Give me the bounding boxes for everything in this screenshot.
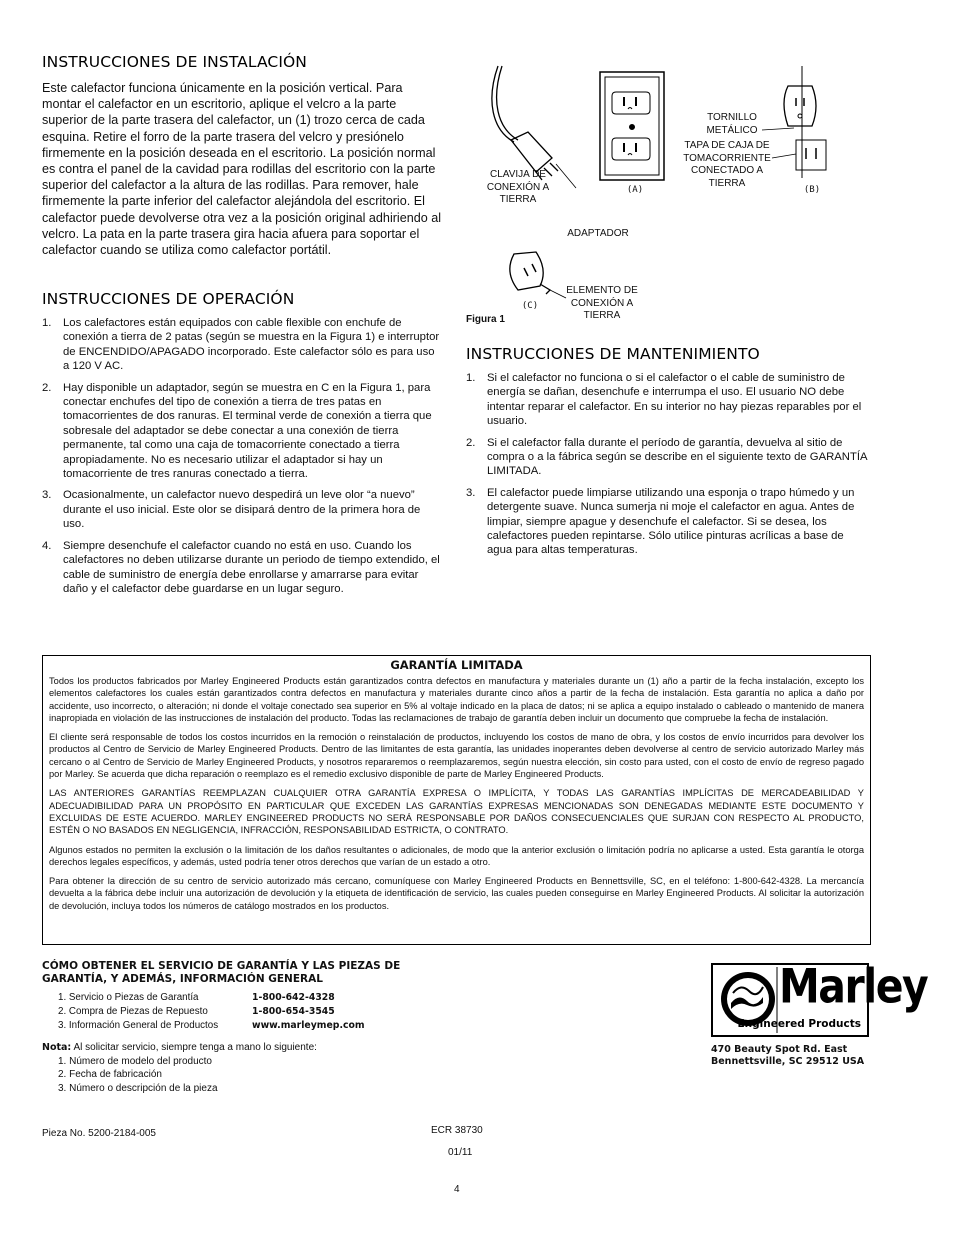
address-line2: Bennettsville, SC 29512 USA bbox=[711, 1056, 865, 1067]
figure-caption: Figura 1 bbox=[466, 314, 505, 325]
figure-label-element: ELEMENTO DE CONEXIÓN A TIERRA bbox=[566, 285, 638, 321]
warranty-paragraph: El cliente será responsable de todos los costos incurridos en la remoción o reinstalación de productos, incluyendo los costos de mano de obra, y los costos de envío incurridos para devolver los productos al Centro de Servicio de Marley Engineered Products. Dentro de las limitantes de esta garantía, las unidades inoperantes deben devolverse al centro de servicio autorizado Marley más cercano o al Centro de Servicio de Marley Engineered Products, y nosotros repararemos o reemplazaremos, según nuestra elección, sin costo para usted, con el costo de envío de regreso pagado por Marley. Se acuerda que dicha reparación o reemplazo es el remedio exclusivo disponible de parte de Marley Engineered Products. bbox=[49, 732, 864, 780]
service-section bbox=[42, 960, 462, 1095]
service-title-line1: CÓMO OBTENER EL SERVICIO DE GARANTÍA Y LAS PIEZAS DE bbox=[42, 960, 401, 972]
service-note-item: 3. Número o descripción de la pieza bbox=[58, 1082, 218, 1094]
operation-item: 1. Los calefactores están equipados con cable flexible con enchufe de conexión a tierra de 2 patas (según se muestra en la Figura 1) e interruptor de ENCENDIDO/APAGADO incorporado. Este calefactor sólo es para uso a 120 V AC. bbox=[42, 317, 440, 373]
service-row: 3. Información General de Productos www.marleymep.com bbox=[58, 1020, 365, 1031]
marley-wordmark: Marley bbox=[779, 959, 928, 1015]
operation-title: INSTRUCCIONES DE OPERACIÓN bbox=[42, 290, 295, 308]
figure-label-screw: TORNILLO METÁLICO bbox=[706, 112, 758, 136]
warranty-paragraph: LAS ANTERIORES GARANTÍAS REEMPLAZAN CUALQUIER OTRA GARANTÍA EXPRESA O IMPLÍCITA, Y TODAS LAS GARANTÍAS IMPLÍCITAS DE MERCADEABILIDAD Y ADECUADIBILIDAD PARA UN PROPÓSITO EN PARTICULAR QUE EXCEDEN LAS GARANTÍAS EXPRESAS MENCIONADAS SON DENEGADAS MEDIANTE ESTE DOCUMENTO Y EXCLUIDAS DE ESTE ACUERDO. MARLEY ENGINEERED PRODUCTS NO SERÁ RESPONSABLE POR DAÑOS CONSECUENCIALES QUE SURJAN CON RESPECTO AL PRODUCTO, ESTÉN O NO BASADOS EN NEGLIGENCIA, INFRACCIÓN, RESPONSABILIDAD ESTRICTA, O CONTRATO. bbox=[49, 788, 864, 836]
service-row: 2. Compra de Piezas de Repuesto 1-800-654-3545 bbox=[58, 1006, 335, 1017]
revision-date: 01/11 bbox=[448, 1147, 473, 1158]
installation-body: Este calefactor funciona únicamente en la posición vertical. Para montar el calefactor en un escritorio, aplique el velcro a la parte superior de la parte trasera del calefactor, un (1) trozo cerca de cada esquina. Retire el forro de la parte trasera del velcro y presiónelo firmemente en la posición deseada en el escritorio. La posición normal es contra el panel de la cavidad para rodillas del escritorio con la parte superior del calefactor a la altura de las rodillas. Para remover, hale firmemente la parte inferior del calefactor alejándola del escritorio. El calefactor puede devolverse otra vez a la posición original adhiriendo al velcro. La pata en la parte trasera gira hacia afuera para soportar el calefactor cuando se utiliza como calefactor portátil. bbox=[42, 81, 442, 258]
warranty-paragraph: Todos los productos fabricados por Marley Engineered Products están garantizados contra defectos en manufactura y materiales durante un (1) año a partir de la fecha instalación, excepto los elementos calefactores los cuales están garantizados contra defectos en manufactura y materiales durante cinco años a partir de la fecha de instalación. Esta garantía no aplica a daño por accidente, uso incorrecto, o alteración; ni donde el voltaje conectado sea superior en 5% al voltaje indicado en la placa de datos; ni se aplica a equipo instalado o cableado o mantenido de manera inapropiada en violación de las instrucciones de instalación del producto. Todas las reclamaciones de trabajo de garantía deben incluir un documento que compruebe la fecha de instalación. bbox=[49, 676, 864, 723]
service-title-line2: GARANTÍA, Y ADEMÁS, INFORMACIÓN GENERAL bbox=[42, 973, 323, 985]
maintenance-title: INSTRUCCIONES DE MANTENIMIENTO bbox=[466, 345, 760, 363]
service-note-item: 1. Número de modelo del producto bbox=[58, 1055, 212, 1067]
maintenance-item: 2. Si el calefactor falla durante el período de garantía, devuelva al sitio de compra o a la fábrica según se describe en el siguiente texto de GARANTÍA LIMITADA. bbox=[466, 436, 867, 478]
marley-subtitle: Engineered Products bbox=[737, 1018, 861, 1030]
figure-tag-a: (A) bbox=[626, 185, 644, 195]
figure-label-plug: CLAVIJA DE CONEXIÓN A TIERRA bbox=[486, 169, 550, 205]
warranty-title: GARANTÍA LIMITADA bbox=[390, 658, 523, 672]
warranty-paragraph: Algunos estados no permiten la exclusión o la limitación de los daños resultantes o adicionales, de modo que la anterior exclusión o limitación podría no aplicarse a usted. Esta garantía le otorga derechos legales específicos, y además, usted podría tener otros derechos que varían de un estado a otro. bbox=[49, 844, 864, 867]
part-number: Pieza No. 5200-2184-005 bbox=[42, 1128, 156, 1139]
maintenance-list bbox=[466, 371, 868, 565]
installation-title: INSTRUCCIONES DE INSTALACIÓN bbox=[42, 53, 307, 71]
ecr-number: ECR 38730 bbox=[431, 1125, 483, 1136]
service-note-item: 2. Fecha de fabricación bbox=[58, 1069, 162, 1080]
operation-item: 2. Hay disponible un adaptador, según se muestra en C en la Figura 1, para conectar enchufes del tipo de conexión a tierra de tres patas en tomacorrientes de dos ranuras. El terminal verde de conexión a tierra que sobresale del adaptador se debe conectar a una conexión de tierra permanente, tal como una caja de tomacorriente conectado a tierra apropiadamente. No es necesario utilizar el adaptador si hay un tomacorriente de tres ranuras conectado a tierra. bbox=[42, 381, 432, 481]
maintenance-item: 3. El calefactor puede limpiarse utilizando una esponja o trapo húmedo y un detergente suave. Nunca sumerja ni moje el calefactor en agua. Antes de limpiar, siempre apague y desenchufe el calefactor. Si se desea, los calefactores pueden repintarse. Sólo utilice pinturas acrílicas a base de agua para altas temperaturas. bbox=[466, 486, 855, 557]
page-number: 4 bbox=[454, 1184, 460, 1195]
warranty-paragraph: Para obtener la dirección de su centro de servicio autorizado más cercano, comuníquese con Marley Engineered Products en Bennettsville, SC, en el teléfono: 1-800-642-4328. La mercancía devuelta a la fábrica debe incluir una autorización de devolución y la etiqueta de identificación de servicio, las cuales pueden conseguirse en Marley Engineered Products. Al solicitar la autorización de devolución, incluya todos los números de catálogo mostrados en los productos. bbox=[49, 876, 864, 911]
operation-item: 3. Ocasionalmente, un calefactor nuevo despedirá un leve olor “a nuevo” durante el uso inicial. Este olor se disipará dentro de la primera hora de uso. bbox=[42, 489, 421, 531]
address-line1: 470 Beauty Spot Rd. East bbox=[711, 1044, 848, 1055]
service-note: Nota: Al solicitar servicio, siempre tenga a mano lo siguiente: bbox=[42, 1042, 317, 1053]
operation-item: 4. Siempre desenchufe el calefactor cuando no está en uso. Cuando los calefactores no deben utilizarse durante un periodo de tiempo extendido, el cable de suministro de energía debe enrollarse y amarrarse para evitar daño y el calefactor debe guardarse en un lugar seguro. bbox=[42, 539, 440, 595]
figure-label-cover: TAPA DE CAJA DE TOMACORRIENTE CONECTADO A TIERRA bbox=[683, 140, 771, 189]
warranty-box bbox=[42, 655, 871, 945]
figure-label-adapter: ADAPTADOR bbox=[567, 228, 629, 239]
website-link[interactable]: www.marleymep.com bbox=[252, 1020, 365, 1031]
figure-tag-b: (B) bbox=[803, 185, 821, 195]
maintenance-item: 1. Si el calefactor no funciona o si el calefactor o el cable de suministro de energía se dañan, desenchufe e interrumpa el uso. El usuario NO debe intentar reparar el calefactor. En su interior no hay piezas reparables por el usuario. bbox=[466, 372, 862, 428]
marley-logo bbox=[711, 959, 928, 1037]
figure-tag-c: (C) bbox=[521, 301, 539, 311]
service-row: 1. Servicio o Piezas de Garantía 1-800-642-4328 bbox=[58, 992, 335, 1003]
operation-list bbox=[42, 316, 442, 603]
